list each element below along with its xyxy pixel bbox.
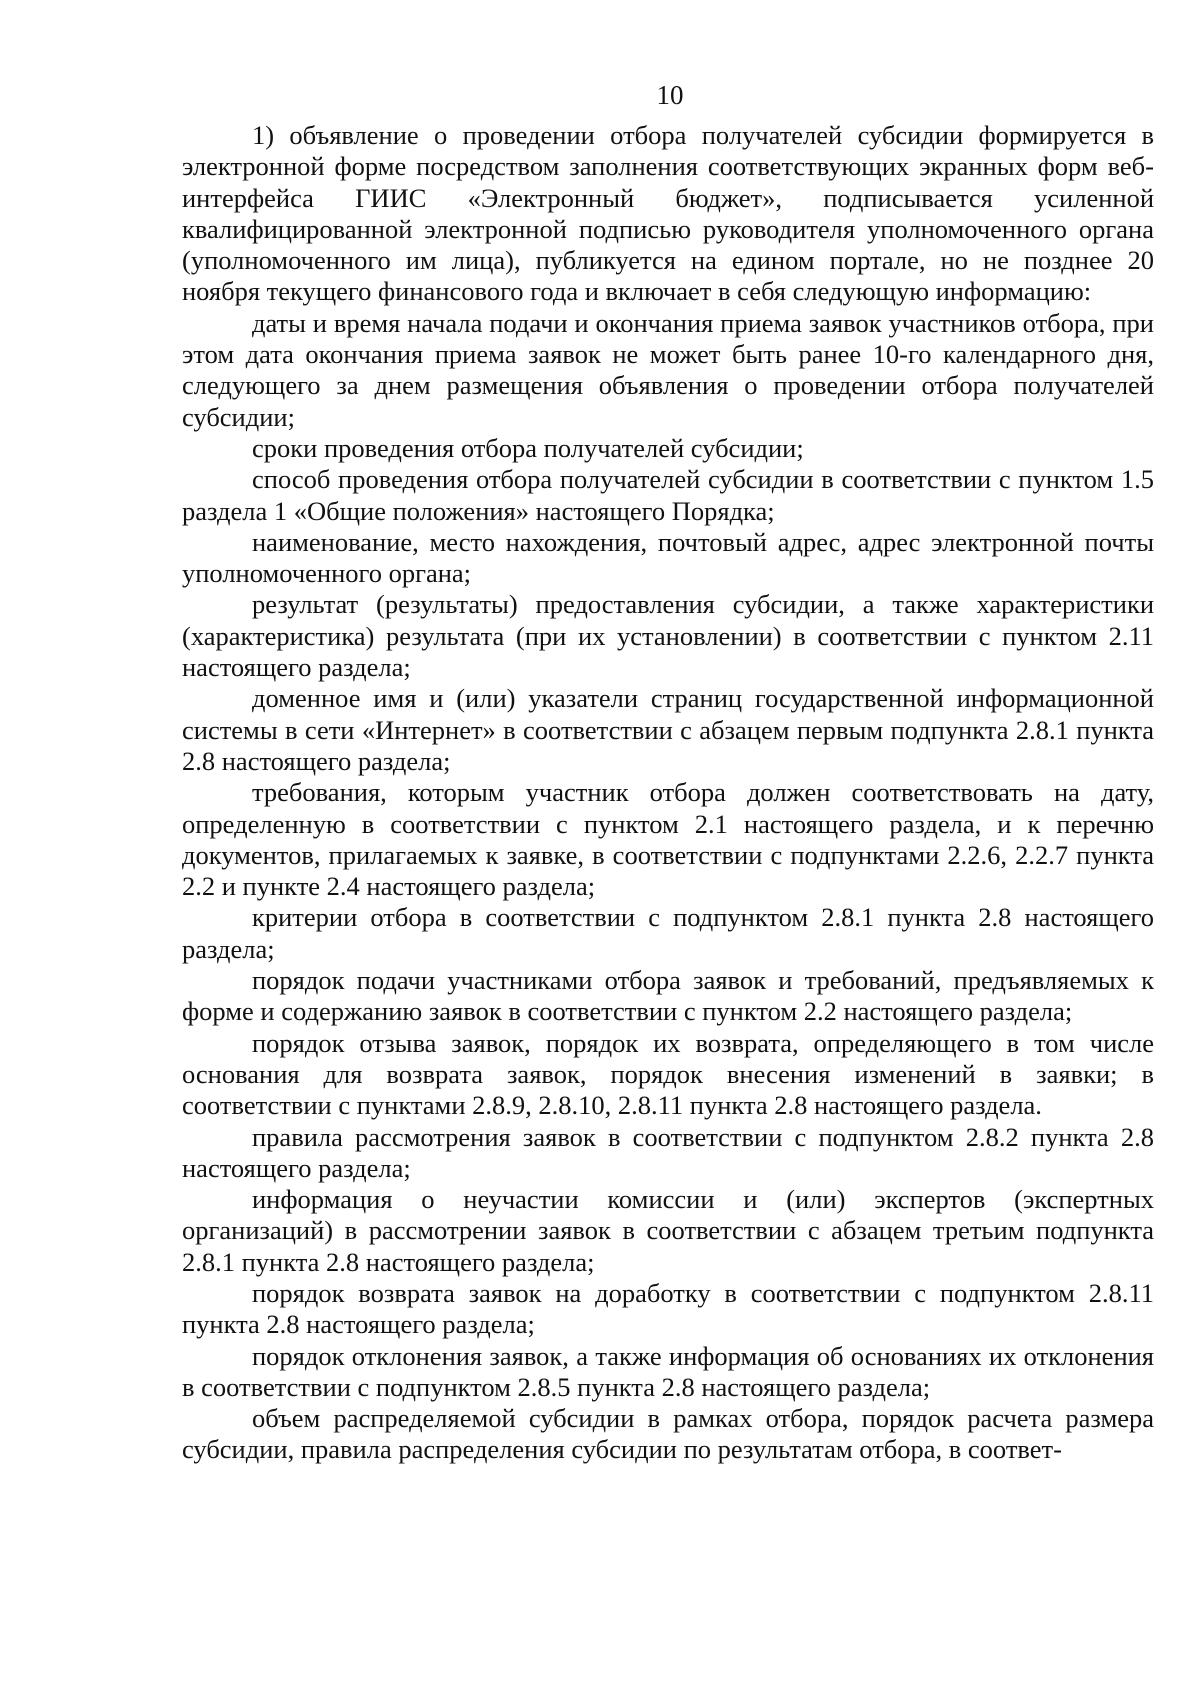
paragraph: критерии отбора в соответствии с подпунктом 2.8.1 пункта 2.8 настоящего раздела; bbox=[182, 902, 1154, 964]
paragraph: правила рассмотрения заявок в соответствии с подпунктом 2.8.2 пункта 2.8 настоящего раздела; bbox=[182, 1121, 1154, 1183]
paragraph: объем распределяемой субсидии в рамках отбора, порядок расчета размера субсидии, правила распределения субсидии по результатам отбора, в соответ- bbox=[182, 1403, 1154, 1465]
paragraph: даты и время начала подачи и окончания приема заявок участников отбора, при этом дата окончания приема заявок не может быть ранее 10-го календарного дня, следующего за днем размещения объявления о проведении отбора получателей субсидии; bbox=[182, 307, 1154, 432]
paragraph: сроки проведения отбора получателей субсидии; bbox=[252, 432, 804, 463]
paragraph: порядок отклонения заявок, а также информация об основаниях их отклонения в соответствии с подпунктом 2.8.5 пункта 2.8 настоящего раздела; bbox=[182, 1340, 1154, 1402]
paragraph: 1) объявление о проведении отбора получателей субсидии формируется в электронной форме посредством заполнения соответствующих экранных форм веб-интерфейса ГИИС «Электронный бюджет», подписывается усиленной квалифицированной электронной подписью руководителя уполномоченного органа (уполномоченного им лица), публикуется на едином портале, но не позднее 20 ноября текущего финансового года и включает в себя следующую информацию: bbox=[182, 120, 1154, 307]
paragraph: требования, которым участник отбора должен соответствовать на дату, определенную в соответствии с пунктом 2.1 настоящего раздела, и к перечню документов, прилагаемых к заявке, в соответствии с подпунктами 2.2.6, 2.2.7 пункта 2.2 и пункте 2.4 настоящего раздела; bbox=[182, 777, 1154, 902]
paragraph: порядок отзыва заявок, порядок их возврата, определяющего в том числе основания для возврата заявок, порядок внесения изменений в заявки; в соответствии с пунктами 2.8.9, 2.8.10, 2.8.11 пункта 2.8 настоящего раздела. bbox=[182, 1027, 1154, 1121]
paragraph: порядок возврата заявок на доработку в соответствии с подпунктом 2.8.11 пункта 2.8 настоящего раздела; bbox=[182, 1277, 1154, 1340]
document-body bbox=[182, 120, 1154, 1466]
paragraph: информация о неучастии комиссии и (или) экспертов (экспертных организаций) в рассмотрении заявок в соответствии с абзацем третьим подпункта 2.8.1 пункта 2.8 настоящего раздела; bbox=[182, 1184, 1154, 1277]
paragraph: способ проведения отбора получателей субсидии в соответствии с пунктом 1.5 раздела 1 «Общие положения» настоящего Порядка; bbox=[182, 464, 1154, 526]
paragraph: наименование, место нахождения, почтовый адрес, адрес электронной почты уполномоченного органа; bbox=[182, 526, 1154, 589]
paragraph: порядок подачи участниками отбора заявок и требований, предъявляемых к форме и содержанию заявок в соответствии с пунктом 2.2 настоящего раздела; bbox=[182, 965, 1154, 1027]
paragraph: результат (результаты) предоставления субсидии, а также характеристики (характеристика) результата (при их установлении) в соответствии с пунктом 2.11 настоящего раздела; bbox=[182, 589, 1154, 683]
paragraph: доменное имя и (или) указатели страниц государственной информационной системы в сети «Интернет» в соответствии с абзацем первым подпункта 2.8.1 пункта 2.8 настоящего раздела; bbox=[182, 683, 1154, 776]
page-number: 10 bbox=[656, 80, 684, 110]
